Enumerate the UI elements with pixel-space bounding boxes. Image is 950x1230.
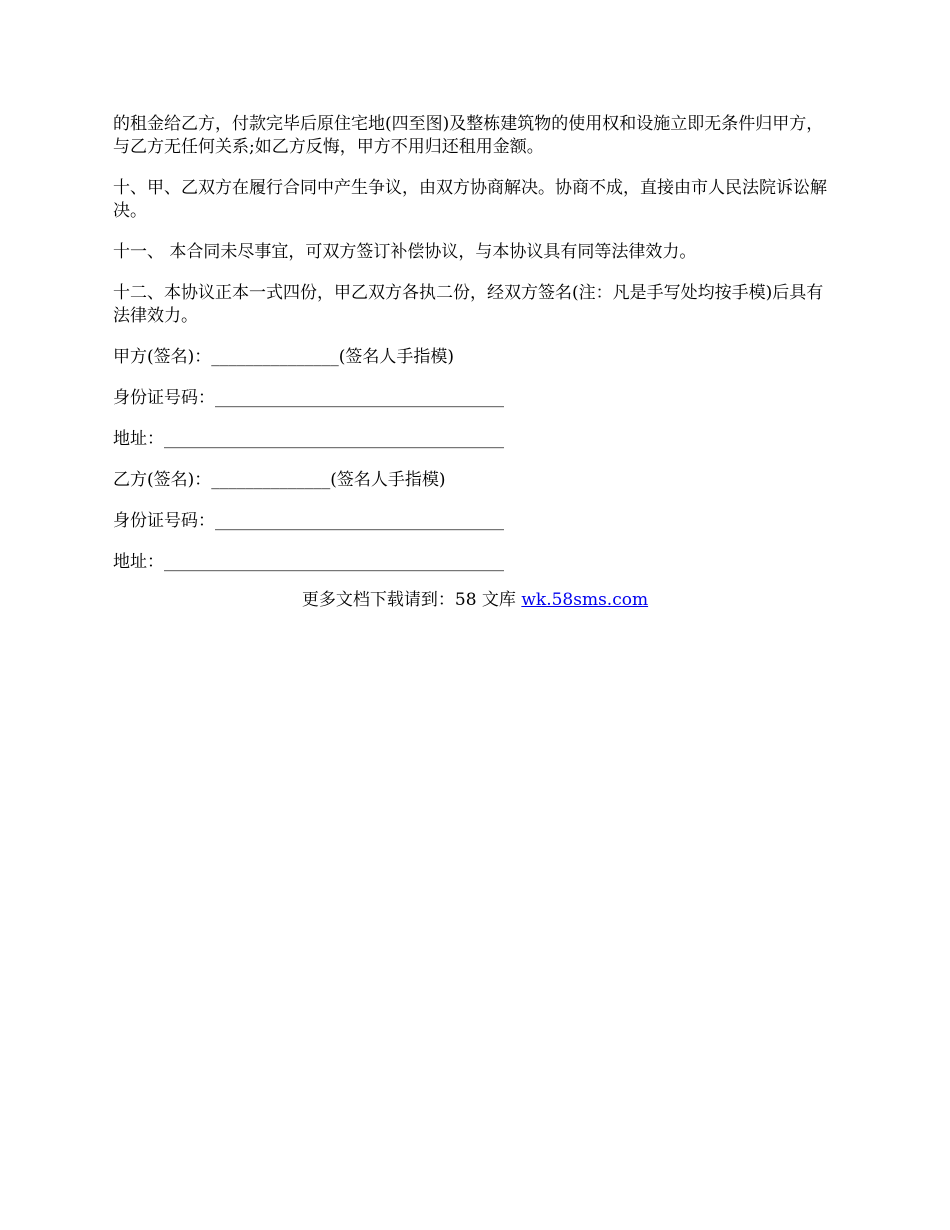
paragraph-rent-terms: 的租金给乙方，付款完毕后原住宅地(四至图)及整栋建筑物的使用权和设施立即无条件归甲方，与乙方无任何关系;如乙方反悔，甲方不用归还租用金额。 [113,114,824,157]
document-body [113,113,840,592]
paragraph-dispute-clause: 十、甲、乙双方在履行合同中产生争议，由双方协商解决。协商不成，直接由市人民法院诉讼解决。 [113,178,827,221]
footer-link[interactable]: wk.58sms.com [521,590,649,610]
paragraph-copies-clause: 十二、本协议正本一式四份，甲乙双方各执二份，经双方签名(注：凡是手写处均按手模)后具有法律效力。 [113,283,824,326]
party-a-signature-field: 甲方(签名)：_______________(签名人手指模) [113,347,455,367]
party-b-id-number-field: 身份证号码：__________________________________ [113,511,504,531]
party-a-address-field: 地址：________________________________________ [113,429,504,449]
party-a-id-number-field: 身份证号码：__________________________________ [113,388,504,408]
party-b-signature-field: 乙方(签名)：______________(签名人手指模) [113,470,446,490]
party-b-address-field: 地址：________________________________________ [113,552,504,572]
download-footer [0,589,950,612]
paragraph-supplement-clause: 十一、 本合同未尽事宜，可双方签订补偿协议，与本协议具有同等法律效力。 [113,242,697,262]
footer-text: 更多文档下载请到：58 文库 [301,590,522,610]
